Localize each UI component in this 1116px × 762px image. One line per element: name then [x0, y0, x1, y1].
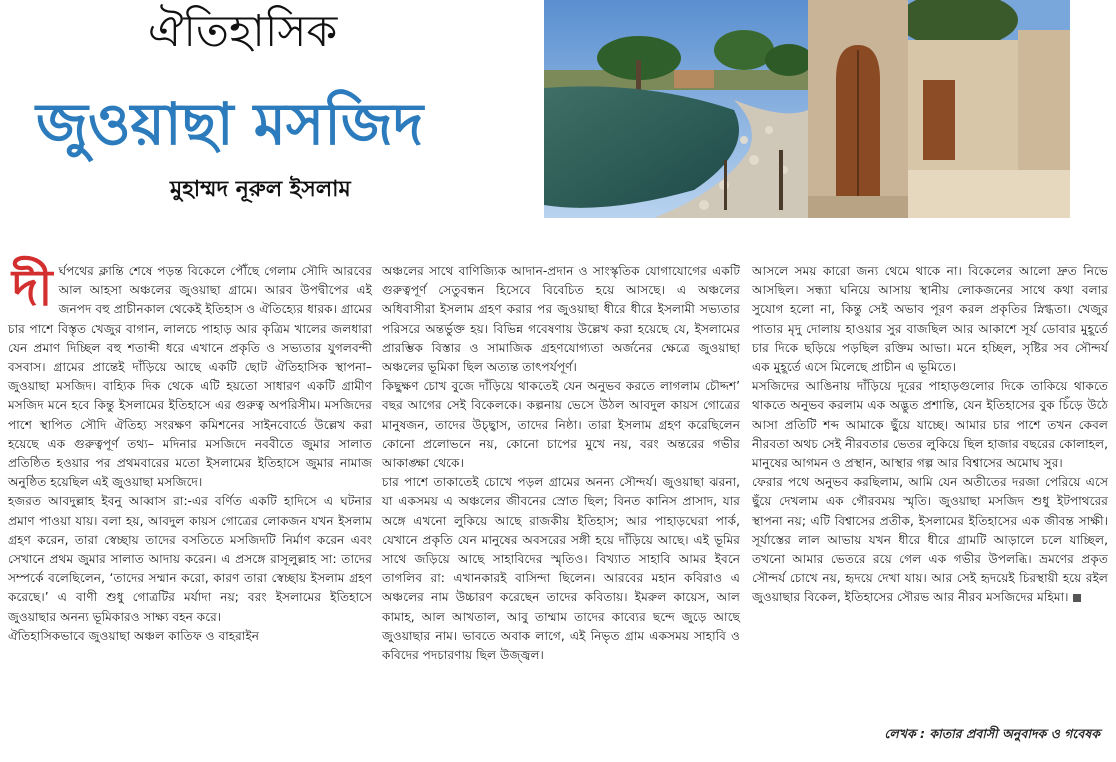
paragraph: ঐতিহাসিকভাবে জুওয়াছা অঞ্চল কাতিফ ও বাহরাইন	[8, 628, 260, 643]
paragraph: চার পাশে তাকাতেই চোখে পড়ল গ্রামের অনন্য সৌন্দর্য। জুওয়াছা ঝরনা, যা একসময় এ অঞ্চলের জীবনের স্রোত ছিল; বিনত কানিস প্রাসাদ, যার অঙ্গে এখনো লুকিয়ে আছে রাজকীয় ইতিহাস; আর পাহাড়ঘেরা পার্ক, যেখানে প্রকৃতি যেন মানুষের অবসরের সঙ্গী হয়ে দাঁড়িয়ে আছে। এই ভূমির সাথে জড়িয়ে আছে সাহাবিদের স্মৃতিও। বিখ্যাত সাহাবি আমর ইবনে তাগলিব রা: এখানকারই বাসিন্দা ছিলেন। আরবের মহান কবিরাও এ অঞ্চলের নাম উচ্চারণ করেছেন তাদের কবিতায়। ইমরুল কায়েস, আল কামাহ, আল আখতাল, আবু তাম্মাম তাদের কাব্যের ছন্দে জুড়ে আছে জুওয়াছার নাম। ভাবতে অবাক লাগে, এই নিভৃত গ্রাম একসময় সাহাবি ও কবিদের পদচারণায় ছিল উজ্জ্বল।	[382, 475, 740, 663]
paragraph: র্ঘপথের ক্লান্তি শেষে পড়ন্ত বিকেলে পৌঁছে গেলাম সৌদি আরবের আল আহসা অঞ্চলের জুওয়াছা গ্রামে। আরব উপদ্বীপের এই জনপদ বহু প্রাচীনকাল থেকেই ইতিহাস ও ঐতিহ্যের ধারক। গ্রামের চার পাশে বিস্তৃত খেজুর বাগান, লালচে পাহাড় আর কৃত্রিম খালের জলধারা যেন প্রমাণ দিচ্ছিল বহু শতাব্দী ধরে এখানে প্রকৃতি ও সভ্যতার যুগলবন্দী বসবাস। গ্রামের প্রান্তেই দাঁড়িয়ে আছে একটি ছোট ঐতিহাসিক স্থাপনা– জুওয়াছা মসজিদ। বাহ্যিক দিক থেকে এটি হয়তো সাধারণ একটি গ্রামীণ মসজিদ মনে হবে কিন্তু ইসলামের ইতিহাসে এর গুরুত্ব অপরিসীম। মসজিদের পাশে স্থাপিত সৌদি ঐতিহ্য সংরক্ষণ কমিশনের সাইনবোর্ডে উল্লেখ করা হয়েছে এক গুরুত্বপূর্ণ তথ্য– মদিনার মসজিদে নববীতে জুমার সালাত প্রতিষ্ঠিত হওয়ার পর প্রথমবারের মতো ইসলামের ইতিহাসে জুমার নামাজ অনুষ্ঠিত হয়েছিল এই জুওয়াছা মসজিদে।	[8, 264, 372, 490]
article-title-line1: ঐতিহাসিক	[148, 6, 338, 57]
author-credit: লেখক : কাতার প্রবাসী অনুবাদক ও গবেষক	[884, 726, 1100, 741]
paragraph: হজরত আবদুল্লাহ ইবনু আব্বাস রা:-এর বর্ণিত একটি হাদিসে এ ঘটনার প্রমাণ পাওয়া যায়। বলা হয়, আবদুল কায়স গোত্রের লোকজন যখন ইসলাম গ্রহণ করেন, তারা স্বেচ্ছায় তাদের বসতিতে মসজিদটি নির্মাণ করেন এবং সেখানে প্রথম জুমার সালাত আদায় করেন। এ প্রসঙ্গে রাসূলুল্লাহ সা: তাদের সম্পর্কে বলেছিলেন, ‘তাদের সম্মান করো, কারণ তারা স্বেচ্ছায় ইসলাম গ্রহণ করেছে।’ এ বাণী শুধু গোত্রটির মর্যাদা নয়; বরং ইসলামের ইতিহাসে জুওয়াছার অনন্য ভূমিকারও সাক্ষ্য বহন করে।	[8, 494, 372, 624]
paragraph: ফেরার পথে অনুভব করছিলাম, আমি যেন অতীতের দরজা পেরিয়ে এসে ছুঁয়ে দেখলাম এক গৌরবময় স্মৃতি। জুওয়াছা মসজিদ শুধু ইটপাথরের স্থাপনা নয়; এটি বিশ্বাসের প্রতীক, ইসলামের ইতিহাসের এক জীবন্ত সাক্ষী। সূর্যাস্তের লাল আভায় যখন ধীরে ধীরে গ্রামটি আড়ালে চলে যাচ্ছিল, তখনো আমার ভেতরে রয়ে গেল এক গভীর উপলব্ধি। ভ্রমণের প্রকৃত সৌন্দর্য চোখে নয়, হৃদয়ে দেখা যায়। আর সেই হৃদয়েই চিরস্থায়ী হয়ে রইল জুওয়াছার বিকেল, ইতিহাসের সৌরভ আর নীরব মসজিদের মহিমা।	[752, 475, 1108, 605]
dropcap-letter: দী	[12, 259, 53, 317]
article-column-2	[382, 262, 740, 665]
historic-mosque-doors-photo	[808, 0, 1070, 218]
paragraph: আসলে সময় কারো জন্য থেমে থাকে না। বিকেলের আলো দ্রুত নিভে আসছিল। সন্ধ্যা ঘনিয়ে আসায় স্থানীয় লোকজনের সাথে কথা বলার সুযোগ হলো না, কিন্তু সেই অভাব পূরণ করল প্রকৃতির স্নিগ্ধতা। খেজুর পাতার মৃদু দোলায় হাওয়ার সুর বাজছিল আর আকাশে সূর্য ডোবার মুহূর্তে চার দিকে ছড়িয়ে পড়ছিল রক্তিম আভা। মনে হচ্ছিল, সৃষ্টির সব সৌন্দর্য এক মুহূর্তে এসে মিলেছে প্রাচীন এ ভূমিতে।	[752, 264, 1108, 375]
paragraph: মসজিদের আঙিনায় দাঁড়িয়ে দূরের পাহাড়গুলোর দিকে তাকিয়ে থাকতে থাকতে অনুভব করলাম এক অদ্ভুত প্রশান্তি, যেন ইতিহাসের বুক চিঁড়ে উঠে আসা প্রতিটি শব্দ আমাকে ছুঁয়ে যাচ্ছে। আমার চার পাশে তখন কেবল নীরবতা অথচ সেই নীরবতার ভেতর লুকিয়ে ছিল হাজার বছরের কোলাহল, মানুষের আগমন ও প্রস্থান, আস্থার গল্প আর বিশ্বাসের অমোঘ সুর।	[752, 379, 1108, 471]
article-byline: মুহাম্মদ নূরুল ইসলাম	[170, 177, 351, 202]
article-title-line2: জুওয়াছা মসজিদ	[36, 90, 424, 158]
paragraph: অঞ্চলের সাথে বাণিজ্যিক আদান-প্রদান ও সাংস্কৃতিক যোগাযোগের একটি গুরুত্বপূর্ণ সেতুবন্ধন হিসেবে বিবেচিত হয়ে আসছে। এ অঞ্চলের অধিবাসীরা ইসলাম গ্রহণ করার পর জুওয়াছা ধীরে ধীরে ইসলামী সভ্যতার পরিসরে অন্তর্ভুক্ত হয়। বিভিন্ন গবেষণায় উল্লেখ করা হয়েছে যে, ইসলামের প্রারম্ভিক বিস্তার ও সামাজিক গ্রহণযোগ্যতা অর্জনের ক্ষেত্রে জুওয়াছা অঞ্চলের ভূমিকা ছিল অত্যন্ত তাৎপর্যপূর্ণ।	[382, 264, 740, 375]
article-column-1	[8, 259, 372, 646]
paragraph: কিছুক্ষণ চোখ বুজে দাঁড়িয়ে থাকতেই যেন অনুভব করতে লাগলাম চৌদ্দশ’ বছর আগের সেই বিকেলকে। কল্পনায় ভেসে উঠল আবদুল কায়স গোত্রের মানুষজন, তাদের উচ্ছ্বাস, তাদের নিষ্ঠা। তারা ইসলাম গ্রহণ করেছিলেন কোনো প্রলোভনে নয়, কোনো চাপের মুখে নয়, বরং অন্তরের গভীর আকাঙ্ক্ষা থেকে।	[382, 379, 740, 471]
article-column-3	[752, 262, 1108, 608]
end-mark-icon	[1073, 594, 1081, 602]
lake-with-palm-trees-photo	[544, 0, 808, 218]
